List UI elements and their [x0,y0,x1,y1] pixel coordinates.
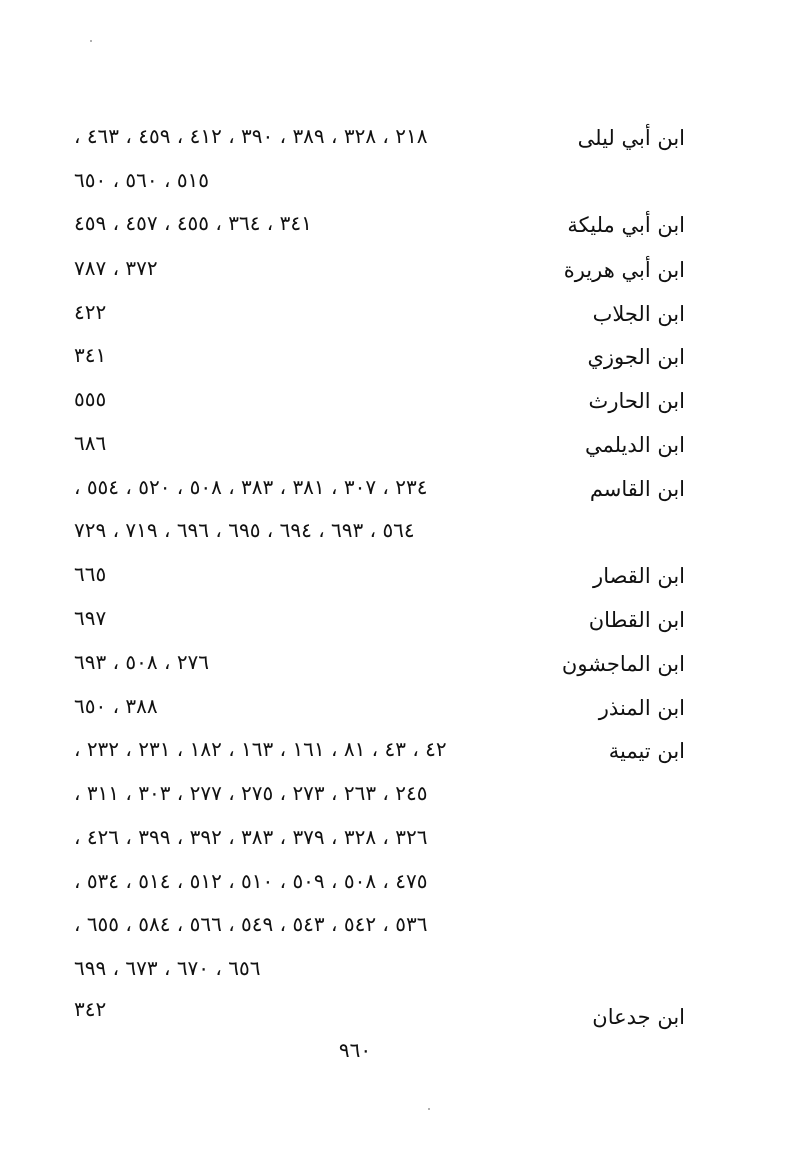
page-refs-line: ٦٨٦ [74,431,107,455]
page-refs-line: ٤٢ ، ٤٣ ، ٨١ ، ١٦١ ، ١٦٣ ، ١٨٢ ، ٢٣١ ، ٢٣٢ ، [74,737,447,761]
page-refs-line: ٥٦٤ ، ٦٩٣ ، ٦٩٤ ، ٦٩٥ ، ٦٩٦ ، ٧١٩ ، ٧٢٩ [74,518,415,542]
entry-name: ابن أبي مليكة [567,213,685,237]
page-refs-line: ٤٢٢ [74,300,107,324]
entry-name: ابن الديلمي [584,433,685,457]
entry-name: ابن الجوزي [587,345,685,369]
entry-name: ابن أبي ليلى [577,126,685,150]
page-refs-line: ٣٤١ ، ٣٦٤ ، ٤٥٥ ، ٤٥٧ ، ٤٥٩ [74,211,312,235]
page-refs-line: ٦٦٥ [74,562,107,586]
page-refs-line: ٣٧٢ ، ٧٨٧ [74,256,158,280]
page-refs-line: ٦٩٧ [74,606,107,630]
page-refs-line: ٢٣٤ ، ٣٠٧ ، ٣٨١ ، ٣٨٣ ، ٥٠٨ ، ٥٢٠ ، ٥٥٤ ، [74,475,428,499]
entry-name: ابن القطان [588,608,685,632]
page-refs-line: ٣٨٨ ، ٦٥٠ [74,694,158,718]
entry-name: ابن الحارث [588,389,685,413]
entry-name: ابن جدعان [592,1005,685,1029]
entry-name: ابن القاسم [589,477,685,501]
page-refs-line: ٤٧٥ ، ٥٠٨ ، ٥٠٩ ، ٥١٠ ، ٥١٢ ، ٥١٤ ، ٥٣٤ ، [74,869,428,893]
page-refs-line: ٥١٥ ، ٥٦٠ ، ٦٥٠ [74,168,210,192]
scan-speck [428,1108,430,1110]
entry-name: ابن أبي هريرة [563,258,685,282]
page-refs-line: ٣٤٢ [74,997,107,1021]
page-refs-line: ٢٤٥ ، ٢٦٣ ، ٢٧٣ ، ٢٧٥ ، ٢٧٧ ، ٣٠٣ ، ٣١١ ، [74,781,428,805]
page-refs-line: ٢٧٦ ، ٥٠٨ ، ٦٩٣ [74,650,210,674]
page-refs-line: ٥٣٦ ، ٥٤٢ ، ٥٤٣ ، ٥٤٩ ، ٥٦٦ ، ٥٨٤ ، ٦٥٥ ، [74,912,428,936]
page-refs-line: ٣٤١ [74,343,107,367]
entry-name: ابن الماجشون [561,652,685,676]
entry-name: ابن المنذر [598,696,685,720]
page-refs-line: ٥٥٥ [74,387,107,411]
page-number: ٩٦٠ [338,1038,372,1062]
scan-speck [90,40,92,42]
page-refs-line: ٣٢٦ ، ٣٢٨ ، ٣٧٩ ، ٣٨٣ ، ٣٩٢ ، ٣٩٩ ، ٤٢٦ ، [74,825,428,849]
page-refs-line: ٢١٨ ، ٣٢٨ ، ٣٨٩ ، ٣٩٠ ، ٤١٢ ، ٤٥٩ ، ٤٦٣ ، [74,124,428,148]
entry-name: ابن القصار [593,564,685,588]
entry-name: ابن الجلاب [592,302,685,326]
page-refs-line: ٦٥٦ ، ٦٧٠ ، ٦٧٣ ، ٦٩٩ [74,956,261,980]
entry-name: ابن تيمية [608,739,685,763]
